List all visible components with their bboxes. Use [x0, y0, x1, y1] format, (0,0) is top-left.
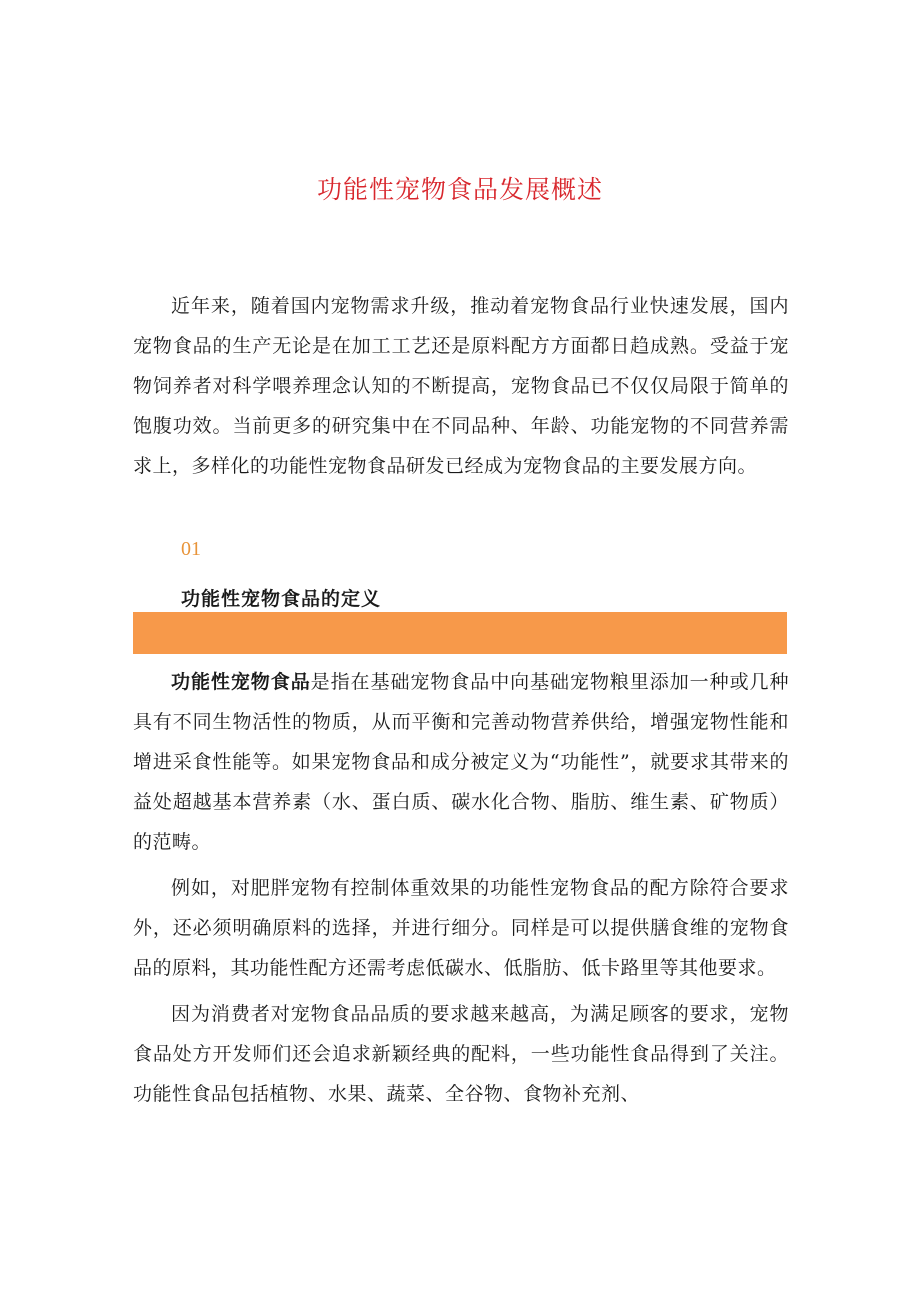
consumers-paragraph: 因为消费者对宠物食品品质的要求越来越高，为满足顾客的要求，宠物食品处方开发师们还会追求新颖经典的配料，一些功能性食品得到了关注。功能性食品包括植物、水果、蔬菜、全谷物、食物补充剂、 [133, 1003, 789, 1105]
page-title: 功能性宠物食品发展概述 [316, 175, 603, 204]
decorative-orange-band [133, 612, 787, 654]
section-number: 01 [181, 538, 201, 560]
example-paragraph: 例如，对肥胖宠物有控制体重效果的功能性宠物食品的配方除符合要求外，还必须明确原料的选择，并进行细分。同样是可以提供膳食维的宠物食品的原料，其功能性配方还需考虑低碳水、低脂肪、低卡路里等其他要求。 [133, 877, 789, 979]
definition-paragraph [133, 662, 789, 862]
section-heading: 功能性宠物食品的定义 [181, 588, 382, 610]
intro-section [133, 286, 789, 486]
body-section [133, 662, 789, 1114]
intro-paragraph: 近年来，随着国内宠物需求升级，推动着宠物食品行业快速发展，国内宠物食品的生产无论是在加工工艺还是原料配方方面都日趋成熟。受益于宠物饲养者对科学喂养理念认知的不断提高，宠物食品已不仅仅局限于简单的饱腹功效。当前更多的研究集中在不同品种、年龄、功能宠物的不同营养需求上，多样化的功能性宠物食品研发已经成为宠物食品的主要发展方向。 [133, 295, 789, 477]
definition-text: 是指在基础宠物食品中向基础宠物粮里添加一种或几种具有不同生物活性的物质，从而平衡和完善动物营养供给，增强宠物性能和增进采食性能等。如果宠物食品和成分被定义为“功能性”，就要求其带来的益处超越基本营养素（水、蛋白质、碳水化合物、脂肪、维生素、矿物质）的范畴。 [133, 671, 789, 853]
defined-term: 功能性宠物食品 [171, 671, 311, 693]
